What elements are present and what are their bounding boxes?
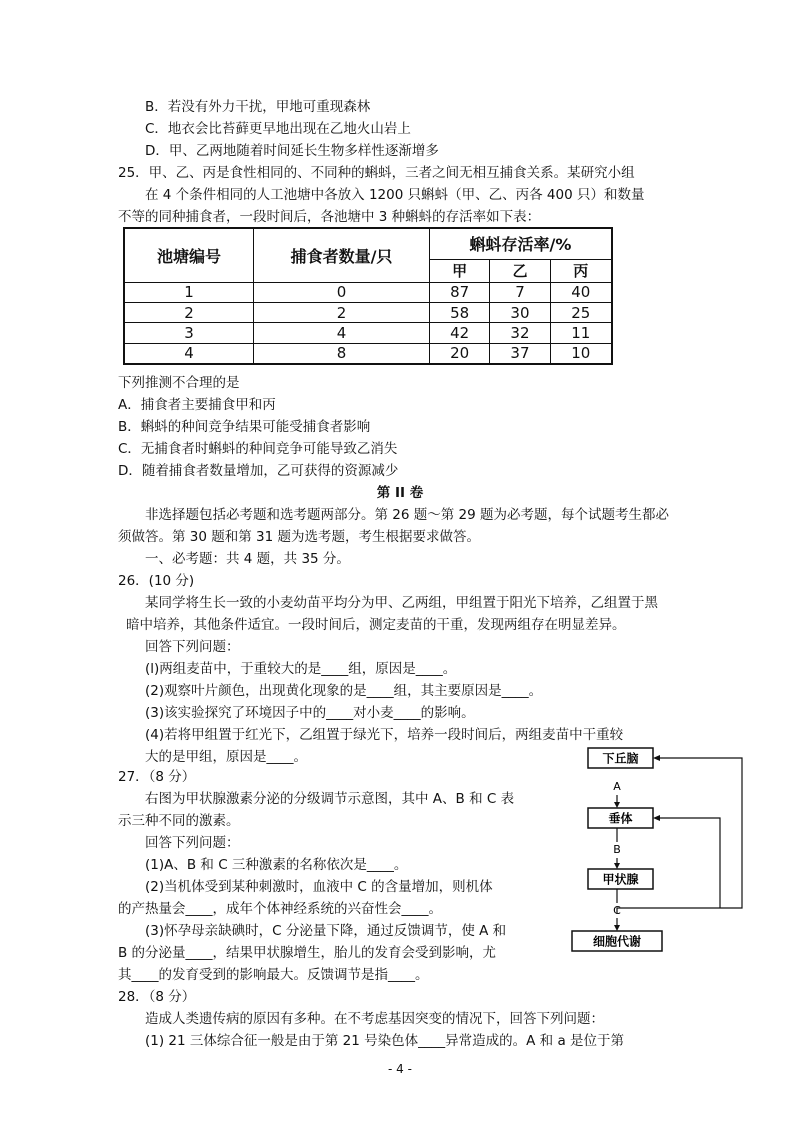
q27-sub-2a: (2)当机体受到某种刺激时，血液中 C 的含量增加，则机体 [145, 879, 493, 895]
q25-stem-2: 在 4 个条件相同的人工池塘中各放入 1200 只蝌蚪（甲、乙、丙各 400 只）和数量 [145, 187, 645, 203]
q27-sub-3c: 其____的发育受到的影响最大。反馈调节是指____。 [118, 967, 429, 983]
q26-number: 26．(10 分) [118, 573, 195, 589]
q26-sub-2: (2)观察叶片颜色，出现黄化现象的是____组，其主要原因是____。 [145, 683, 543, 699]
q25-stem-1: 25．甲、乙、丙是食性相同的、不同种的蝌蚪，三者之间无相互捕食关系。某研究小组 [118, 165, 635, 181]
col-header-pond: 池塘编号 [124, 228, 254, 282]
table-cell: 7 [490, 282, 550, 302]
col-header-bing: 丙 [550, 259, 612, 282]
q24-option-c: C．地衣会比苔藓更早地出现在乙地火山岩上 [145, 121, 411, 137]
table-cell: 10 [550, 343, 612, 364]
required-heading: 一、必考题：共 4 题，共 35 分。 [145, 551, 350, 567]
q26-stem-1: 某同学将生长一致的小麦幼苗平均分为甲、乙两组，甲组置于阳光下培养，乙组置于黑 [145, 595, 658, 611]
q28-sub-1: (1) 21 三体综合征一般是由于第 21 号染色体____异常造成的。A 和 a 是位于第 [145, 1033, 625, 1049]
table-cell: 2 [124, 302, 254, 322]
q28-stem-1: 造成人类遗传病的原因有多种。在不考虑基因突变的情况下，回答下列问题： [145, 1011, 604, 1027]
col-header-survival: 蝌蚪存活率/% [430, 228, 613, 259]
hormone-b-label: B [613, 843, 621, 856]
col-header-jia: 甲 [430, 259, 490, 282]
hormone-c-label: C [613, 904, 621, 917]
q26-sub-3: (3)该实验探究了环境因子中的____对小麦____的影响。 [145, 705, 475, 721]
table-cell: 87 [430, 282, 490, 302]
col-header-yi: 乙 [490, 259, 550, 282]
q25-prompt: 下列推测不合理的是 [118, 375, 240, 391]
table-cell: 2 [254, 302, 430, 322]
thyroid-label: 甲状腺 [602, 872, 639, 887]
table-cell: 37 [490, 343, 550, 364]
q27-number: 27．（8 分） [118, 769, 196, 785]
q27-sub-3a: (3)怀孕母亲缺碘时，C 分泌量下降，通过反馈调节，使 A 和 [145, 923, 507, 939]
q27-sub-1: (1)A、B 和 C 三种激素的名称依次是____。 [145, 857, 408, 873]
hypothalamus-label: 下丘脑 [602, 751, 639, 766]
q26-answer-prompt: 回答下列问题： [145, 639, 240, 655]
q26-sub-1: (l)两组麦苗中，于重较大的是____组，原因是____。 [145, 661, 457, 677]
q27-answer-prompt: 回答下列问题： [145, 835, 240, 851]
q26-sub-4b: 大的是甲组，原因是____。 [145, 749, 307, 765]
q24-option-b: B．若没有外力干扰，甲地可重现森林 [145, 99, 371, 115]
tadpole-table [123, 227, 613, 365]
feedback-inner-line [659, 818, 720, 908]
table-cell: 11 [550, 323, 612, 343]
q24-option-d: D．甲、乙两地随着时间延长生物多样性逐渐增多 [145, 143, 439, 159]
q25-option-c: C．无捕食者时蝌蚪的种间竞争可能导致乙消失 [118, 441, 398, 457]
q25-option-d: D．随着捕食者数量增加，乙可获得的资源减少 [118, 463, 399, 479]
q26-sub-4a: (4)若将甲组置于红光下，乙组置于绿光下，培养一段时间后，两组麦苗中干重较 [145, 727, 624, 743]
col-header-predators: 捕食者数量/只 [254, 228, 430, 282]
q25-option-b: B．蝌蚪的种间竞争结果可能受捕食者影响 [118, 419, 371, 435]
table-cell: 20 [430, 343, 490, 364]
table-cell: 4 [124, 343, 254, 364]
table-cell: 8 [254, 343, 430, 364]
section-intro-1: 非选择题包括必考题和选考题两部分。第 26 题～第 29 题为必考题，每个试题考生都必 [145, 507, 670, 523]
q27-sub-3b: B 的分泌量____，结果甲状腺增生，胎儿的发育会受到影响，尤 [118, 945, 497, 961]
table-cell: 40 [550, 282, 612, 302]
table-cell: 4 [254, 323, 430, 343]
q25-stem-3: 不等的同种捕食者，一段时间后，各池塘中 3 种蝌蚪的存活率如下表： [118, 209, 541, 225]
q28-number: 28．（8 分） [118, 989, 196, 1005]
table-row [124, 282, 612, 302]
table-cell: 58 [430, 302, 490, 322]
table-row [124, 343, 612, 364]
table-row [124, 323, 612, 343]
section-intro-2: 须做答。第 30 题和第 31 题为选考题，考生根据要求做答。 [118, 529, 481, 545]
table-cell: 3 [124, 323, 254, 343]
table-cell: 25 [550, 302, 612, 322]
pituitary-label: 垂体 [608, 811, 633, 826]
table-cell: 30 [490, 302, 550, 322]
q27-stem-1: 右图为甲状腺激素分泌的分级调节示意图，其中 A、B 和 C 表 [145, 791, 515, 807]
q27-stem-2: 示三种不同的激素。 [118, 813, 240, 829]
table-cell: 0 [254, 282, 430, 302]
q27-sub-2b: 的产热量会____，成年个体神经系统的兴奋性会____。 [118, 901, 442, 917]
page-number: - 4 - [388, 1062, 412, 1076]
table-row [124, 302, 612, 322]
hormone-a-label: A [613, 780, 621, 793]
section-title: 第 II 卷 [376, 485, 424, 501]
feedback-outer-line [617, 758, 742, 914]
table-cell: 42 [430, 323, 490, 343]
table-cell: 32 [490, 323, 550, 343]
hormone-regulation-diagram [560, 740, 760, 955]
table-cell: 1 [124, 282, 254, 302]
q26-stem-2: 暗中培养，其他条件适宜。一段时间后，测定麦苗的干重，发现两组存在明显差异。 [126, 617, 626, 633]
q25-option-a: A．捕食者主要捕食甲和丙 [118, 397, 276, 413]
cell-metabolism-label: 细胞代谢 [592, 934, 642, 949]
